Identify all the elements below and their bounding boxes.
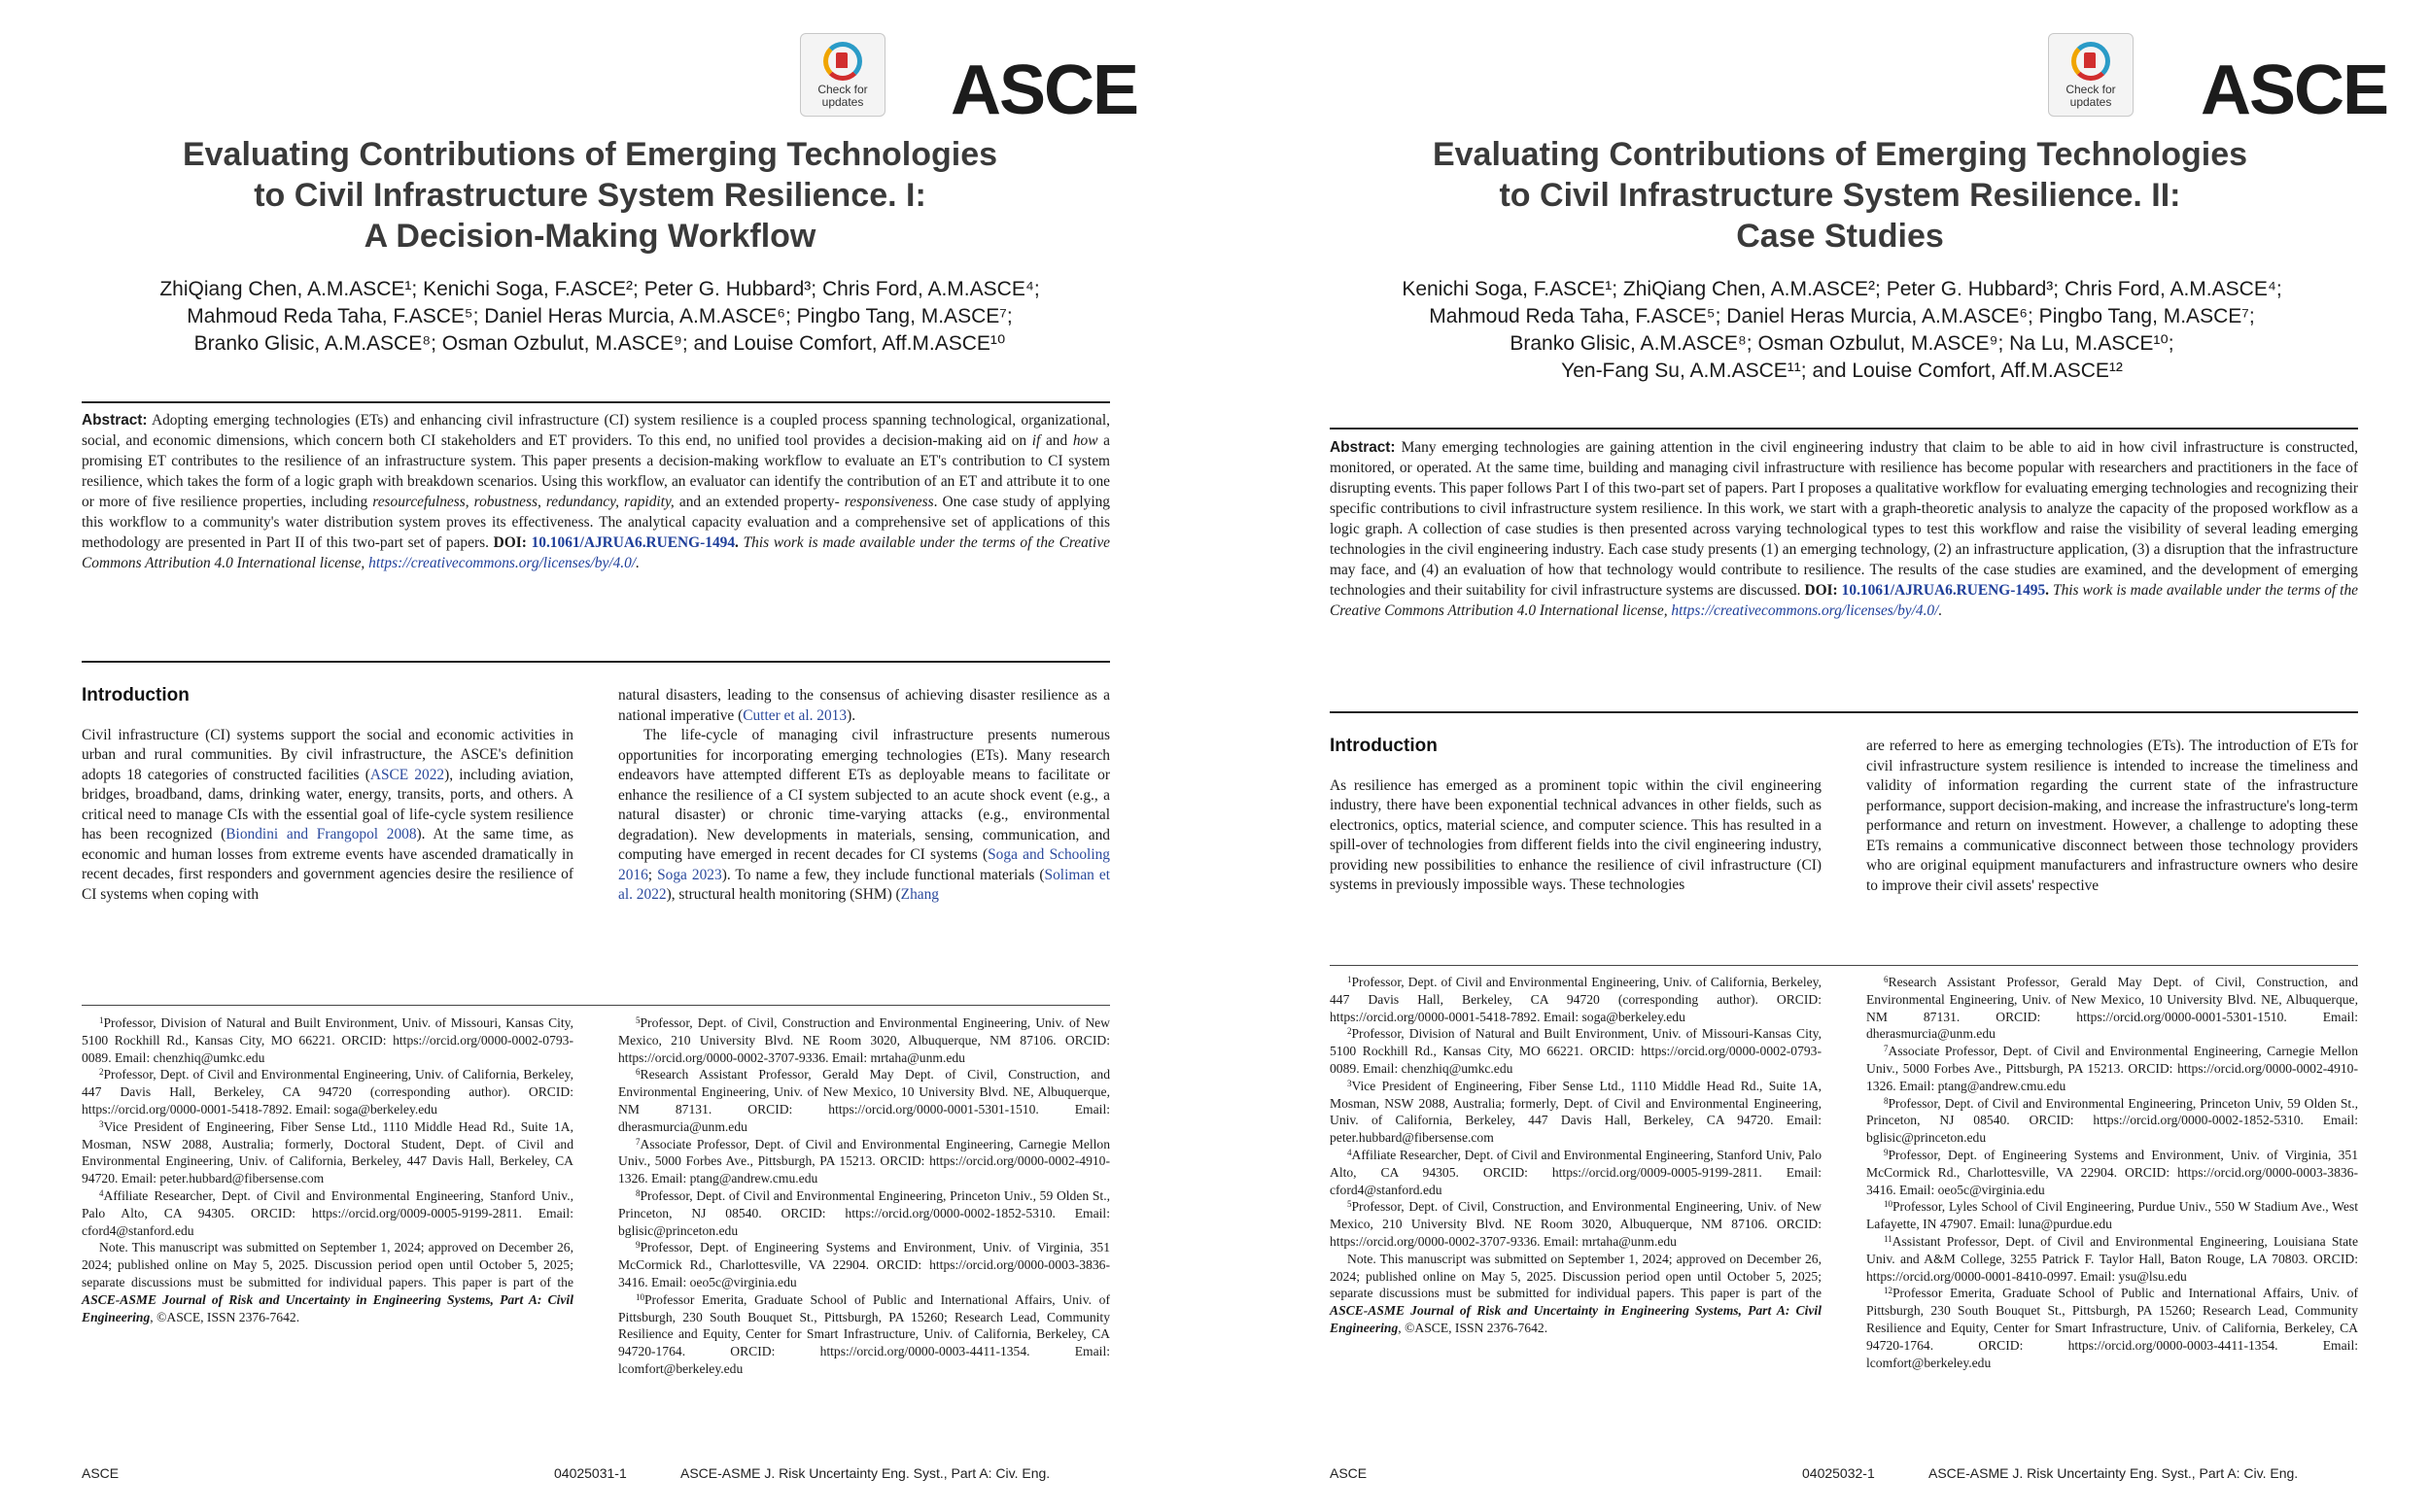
footnote: $^3$Vice President of Engineering, Fiber Sense Ltd., 1110 Middle Head Rd., Suite 1A, Mosman, NSW 2088, Australia; formerly, Dept. of Civil and Environmental Engineering, Univ. of California, Berkeley, 447 Davis Hall, Berkeley, CA 94720. Email: peter.hubbard@fibersense.com [1330, 1078, 1822, 1146]
author-line-1: Kenichi Soga, F.ASCE¹; ZhiQiang Chen, A.M.ASCE²; Peter G. Hubbard³; Chris Ford, A.M.ASCE⁴; [1402, 278, 2282, 300]
badge-label-line-2: updates [2069, 95, 2112, 109]
asce-logo-text: ASCE [951, 52, 1138, 129]
footnote: $^7$Associate Professor, Dept. of Civil and Environmental Engineering, Carnegie Mellon Univ., 5000 Forbes Ave., Pittsburgh, PA 15213. ORCID: https://orcid.org/0000-0002-4910-1326. Email: ptang@andrew.cmu.edu [618, 1136, 1110, 1186]
footer-article-number: 04025031-1 [554, 1465, 627, 1481]
intro-heading: Introduction [1330, 736, 1438, 756]
abstract-bottom-rule [1330, 711, 2358, 713]
intro-column-1 [1330, 737, 1822, 896]
citation-biondini-2008[interactable]: Biondini and Frangopol 2008 [226, 826, 417, 842]
footnote-rule [1330, 965, 2358, 966]
abstract-text-3: and an extended property- [678, 494, 840, 510]
abstract-if: if [1031, 432, 1041, 449]
license-link[interactable]: https://creativecommons.org/licenses/by/4.0/ [368, 555, 637, 571]
footnote: $^2$Professor, Dept. of Civil and Environmental Engineering, Univ. of California, Berkeley, 447 Davis Hall, Berkeley, CA 94720 (corresponding author). ORCID: https://orcid.org/0000-0001-5418-7892. Email: soga@berkeley.edu [82, 1067, 573, 1117]
intro-column-2 [618, 686, 1110, 906]
footnote: $^9$Professor, Dept. of Engineering Systems and Environment, Univ. of Virginia, 351 McCormick Rd., Charlottesville, VA 22904. ORCID: https://orcid.org/0000-0003-3836-3416. Email: oeo5c@virginia.edu [618, 1240, 1110, 1289]
footnote: $^6$Research Assistant Professor, Gerald May Dept. of Civil, Construction, and Environmental Engineering, Univ. of New Mexico, 10 University Blvd. NE, Albuquerque, NM 87131. ORCID: https://orcid.org/0000-0001-5301-1510. Email: dherasmurcia@unm.edu [618, 1067, 1110, 1134]
citation-cutter-2013[interactable]: Cutter et al. 2013 [743, 706, 848, 724]
license-text: This work is made available under the terms of the Creative Commons Attribution 4.0 International license, [82, 534, 1110, 571]
badge-label-line-1: Check for [2066, 83, 2116, 96]
crossmark-icon [823, 42, 862, 81]
footnote: $^8$Professor, Dept. of Civil and Environmental Engineering, Princeton Univ, 59 Olden St., Princeton, NJ 08540. ORCID: https://orcid.org/0000-0002-1852-5310. Email: bglisic@princeton.edu [1866, 1095, 2358, 1146]
affiliation-footnotes-col-1 [82, 1014, 573, 1325]
abstract: Abstract: Many emerging technologies are gaining attention in the civil engineering industry that claim to be able to aid in how civil infrastructure is constructed, monitored, or operated. At the same time, building and managing civil infrastructure with resilience has become popular with researchers and practitioners in the face of disrupting events. This paper follows Part I of this two-part set of papers. Part I proposes a qualitative workflow for evaluating emerging technologies and recognizing their specific contributions to civil infrastructure system resilience. In this work, we start with a graph-theoretic analysis to analyze the capacity of the proposed workflow as a logic graph. A collection of case studies is then presented across varying technological types to test this workflow and raise the visibility of several leading emerging technologies in the civil engineering industry. Each case study presents (1) an emerging technology, (2) an infrastructure application, (3) a disruption that the infrastructure may face, and (4) an evaluation of how that technology would contribute to resilience. The results of the case studies are examined, and the development of emerging technologies and their suitability for civil infrastructure systems are discussed. DOI: 10.1061/AJRUA6.RUENG-1495. This work is made available under the terms of the Creative Commons Attribution 4.0 International license, https://creativecommons.org/licenses/by/4.0/. [1330, 439, 2358, 619]
submission-note: Note. This manuscript was submitted on September 1, 2024; approved on December 26, 2024; published online on May 5, 2025. Discussion period open until October 5, 2025; separate discussions must be submitted for individual papers. This paper is part of the ASCE-ASME Journal of Risk and Uncertainty in Engineering Systems, Part A: Civil Engineering, ©ASCE, ISSN 2376-7642. [82, 1240, 573, 1324]
footnote: $^2$Professor, Division of Natural and Built Environment, Univ. of Missouri-Kansas City, 5100 Rockhill Rd., Kansas City, MO 66221. ORCID: https://orcid.org/0000-0002-0793-0089. Email: chenzhiq@umkc.edu [1330, 1026, 1822, 1076]
abstract-how: how [1072, 432, 1098, 449]
doi-label: DOI: [1804, 582, 1838, 599]
license-link[interactable]: https://creativecommons.org/licenses/by/4.0/ [1671, 602, 1939, 619]
footnote: $^6$Research Assistant Professor, Gerald May Dept. of Civil, Construction, and Environmental Engineering, Univ. of New Mexico, 10 University Blvd. NE, Albuquerque, NM 87131. ORCID: https://orcid.org/0000-0001-5301-1510. Email: dherasmurcia@unm.edu [1866, 975, 2358, 1042]
paper-title [1232, 134, 2430, 257]
footer-publisher: ASCE [1330, 1465, 1368, 1481]
submission-note: Note. This manuscript was submitted on September 1, 2024; approved on December 26, 2024; published online on May 5, 2025. Discussion period open until October 5, 2025; separate discussions must be submitted for individual papers. This paper is part of the ASCE-ASME Journal of Risk and Uncertainty in Engineering Systems, Part A: Civil Engineering, ©ASCE, ISSN 2376-7642. [1330, 1251, 1822, 1335]
citation-soliman-2022[interactable]: Soliman et al. 2022 [618, 866, 1110, 903]
footer-journal: ASCE-ASME J. Risk Uncertainty Eng. Syst., Part A: Civ. Eng. [680, 1465, 1051, 1481]
title-line-3: A Decision-Making Workflow [364, 218, 816, 255]
abstract-text-1: Adopting emerging technologies (ETs) and enhancing civil infrastructure (CI) system resilience is a coupled process spanning technological, organizational, social, and economic dimensions, which concern both CI stakeholders and ET providers. To this end, no unified tool provides a decision-making aid on [82, 412, 1110, 449]
crossmark-icon [2071, 42, 2110, 81]
footnote-rule [82, 1005, 1110, 1006]
author-line-3: Branko Glisic, A.M.ASCE⁸; Osman Ozbulut, M.ASCE⁹; and Louise Comfort, Aff.M.ASCE¹⁰ [193, 332, 1006, 355]
footnote: $^9$Professor, Dept. of Engineering Systems and Environment, Univ. of Virginia, 351 McCormick Rd., Charlottesville, VA 22904. ORCID: https://orcid.org/0000-0003-3836-3416. Email: oeo5c@virginia.edu [1866, 1147, 2358, 1197]
footnote: $^{12}$Professor Emerita, Graduate School of Public and International Affairs, Univ. of Pittsburgh, 230 South Bouquet St., Pittsburgh, PA 15260; Research Lead, Community Resilience and Equity, Center for Smart Infrastructure, Univ. of California, Berkeley, CA 94720-1764. ORCID: https://orcid.org/0000-0003-4411-1354. Email: lcomfort@berkeley.edu [1866, 1286, 2358, 1370]
abstract-bottom-rule [82, 661, 1110, 663]
citation-soga-2023[interactable]: Soga 2023 [657, 866, 722, 883]
author-line-4: Yen-Fang Su, A.M.ASCE¹¹; and Louise Comfort, Aff.M.ASCE¹² [1561, 360, 2123, 382]
abstract-property-2: responsiveness [844, 494, 934, 510]
citation-zhang[interactable]: Zhang [900, 886, 939, 903]
badge-label-line-2: updates [821, 95, 864, 109]
footer-article-number: 04025032-1 [1802, 1465, 1875, 1481]
title-line-2: to Civil Infrastructure System Resilience. I: [254, 177, 926, 214]
footer-publisher: ASCE [82, 1465, 120, 1481]
title-line-1: Evaluating Contributions of Emerging Technologies [1432, 136, 2248, 173]
footnote: $^1$Professor, Dept. of Civil and Environmental Engineering, Univ. of California, Berkeley, 447 Davis Hall, Berkeley, CA 94720 (corresponding author). ORCID: https://orcid.org/0000-0001-5418-7892. Email: soga@berkeley.edu [1330, 975, 1822, 1024]
abstract-text-4: . One case study of applying this workflow to a community's water distribution system proves its effectiveness. The analytical capacity evaluation and a comprehensive set of applications of this methodology are presented in Part II of this two-part set of papers. [82, 494, 1110, 551]
abstract-label: Abstract: [82, 412, 148, 429]
check-for-updates-badge[interactable] [2048, 33, 2134, 117]
abstract-text-2: a promising ET contributes to the resilience of an infrastructure system. This paper presents a decision-making workflow to evaluate an ET's contribution to CI system resilience, which takes the form of a logic graph with breakdown scenarios. Using this workflow, an evaluator can identify the contribution of an ET and attribute it to one or more of five resilience properties, including [82, 432, 1110, 510]
footnote: $^5$Professor, Dept. of Civil, Construction, and Environmental Engineering, Univ. of New Mexico, 210 University Blvd. NE Room 3020, Albuquerque, NM 87106. ORCID: https://orcid.org/0000-0002-3707-9336. Email: mrtaha@unm.edu [1330, 1199, 1822, 1249]
asce-logo [951, 52, 1138, 129]
intro-paragraph-2: The life-cycle of managing civil infrastructure presents numerous opportunities for incorporating emerging technologies (ETs). Many research endeavors have attempted different ETs as deployable means to facilitate or enhance the resilience of a CI system subjected to an acute shock event (e.g., a natural disaster) or chronic time-varying attacks (e.g., environmental degradation). New developments in materials, sensing, communication, and computing have emerged in recent decades for CI systems (Soga and Schooling 2016; Soga 2023). To name a few, they include functional materials (Soliman et al. 2022), structural health monitoring (SHM) (Zhang [618, 727, 1111, 903]
doi-label: DOI: [493, 534, 527, 551]
citation-soga-schooling-2016[interactable]: Soga and Schooling 2016 [618, 846, 1111, 883]
footnote: $^7$Associate Professor, Dept. of Civil and Environmental Engineering, Carnegie Mellon Univ., 5000 Forbes Ave., Pittsburgh, PA 15213. ORCID: https://orcid.org/0000-0002-4910-1326. Email: ptang@andrew.cmu.edu [1866, 1044, 2358, 1093]
affiliation-footnotes-col-1 [1330, 974, 1822, 1337]
badge-label-line-1: Check for [817, 83, 868, 96]
intro-heading: Introduction [82, 685, 190, 705]
author-list [0, 276, 1207, 358]
abstract-top-rule [82, 401, 1110, 403]
author-line-1: ZhiQiang Chen, A.M.ASCE¹; Kenichi Soga, F.ASCE²; Peter G. Hubbard³; Chris Ford, A.M.ASCE⁴; [159, 278, 1040, 300]
intro-paragraph-1-cont: are referred to here as emerging technologies (ETs). The introduction of ETs for civil infrastructure system resilience is intended to increase the timeliness and validity of information regarding the current state of the infrastructure performance, support decision-making, and increase the infrastructure's long-term performance and return on investment. However, a challenge to adopting these ETs remains a communicative disconnect between those technology providers who are original equipment manufacturers and infrastructure owners who desire to improve their civil assets' respective [1866, 738, 2358, 894]
asce-logo-text: ASCE [2201, 52, 2388, 129]
intro-paragraph-1: As resilience has emerged as a prominent topic within the civil engineering industry, there have been exponential technical advances in other fields, such as electronics, optics, material science, and computer science. This has resulted in a spill-over of technologies from different fields into the civil engineering industry, providing new possibilities to enhance the resilience of civil infrastructure (CI) systems in previously impossible ways. These technologies [1330, 776, 1822, 893]
intro-column-1 [82, 686, 573, 905]
check-for-updates-badge[interactable] [800, 33, 885, 117]
footnote: $^{11}$Assistant Professor, Dept. of Civil and Environmental Engineering, Louisiana State Univ. and A&M College, 3255 Patrick F. Taylor Hall, Baton Rouge, LA 70803. ORCID: https://orcid.org/0000-0001-8410-0997. Email: ysu@lsu.edu [1866, 1233, 2358, 1284]
footnote: $^4$Affiliate Researcher, Dept. of Civil and Environmental Engineering, Stanford Univ, Palo Alto, CA 94305. ORCID: https://orcid.org/0009-0005-9199-2811. Email: cford4@stanford.edu [1330, 1147, 1822, 1197]
footnote: $^3$Vice President of Engineering, Fiber Sense Ltd., 1110 Middle Head Rd., Suite 1A, Mosman, NSW 2088, Australia; formerly, Doctoral Student, Dept. of Civil and Environmental Engineering, Univ. of California, Berkeley, 447 Davis Hall, Berkeley, CA 94720. Email: peter.hubbard@fibersense.com [82, 1118, 573, 1186]
intro-paragraph-1-cont: natural disasters, leading to the consensus of achieving disaster resilience as a national imperative (Cutter et al. 2013). [618, 687, 1110, 724]
affiliation-footnotes-col-2 [1866, 974, 2358, 1371]
footnote: $^4$Affiliate Researcher, Dept. of Civil and Environmental Engineering, Stanford Univ., Palo Alto, CA 94305. ORCID: https://orcid.org/0009-0005-9199-2811. Email: cford4@stanford.edu [82, 1187, 573, 1238]
author-line-2: Mahmoud Reda Taha, F.ASCE⁵; Daniel Heras Murcia, A.M.ASCE⁶; Pingbo Tang, M.ASCE⁷; [1429, 305, 2255, 327]
license-text: This work is made available under the terms of the Creative Commons Attribution 4.0 International license, [1330, 582, 2358, 619]
author-line-3: Branko Glisic, A.M.ASCE⁸; Osman Ozbulut, M.ASCE⁹; Na Lu, M.ASCE¹⁰; [1510, 332, 2174, 355]
footer-journal: ASCE-ASME J. Risk Uncertainty Eng. Syst., Part A: Civ. Eng. [1928, 1465, 2299, 1481]
intro-paragraph-1: Civil infrastructure (CI) systems support the social and economic activities in urban and rural communities. By civil infrastructure, the ASCE's definition adopts 18 categories of constructed facilities (ASCE 2022), including aviation, bridges, broadband, dams, drinking water, energy, transits, ports, and others. A critical need to manage CIs with the essential goal of life-cycle system resilience has been recognized (Biondini and Frangopol 2008). At the same time, as economic and human losses from extreme events have ascended dramatically in recent decades, first responders and government agencies desire the resilience of CI systems when coping with [82, 726, 573, 903]
doi-link[interactable]: 10.1061/AJRUA6.RUENG-1494 [531, 534, 736, 551]
title-line-3: Case Studies [1736, 218, 1944, 255]
footnote: $^{10}$Professor, Lyles School of Civil Engineering, Purdue Univ., 550 W Stadium Ave., West Lafayette, IN 47907. Email: luna@purdue.edu [1866, 1199, 2358, 1232]
author-list [1234, 276, 2430, 385]
paper-title [0, 134, 1198, 257]
title-line-2: to Civil Infrastructure System Resilience. II: [1499, 177, 2181, 214]
citation-asce-2022[interactable]: ASCE 2022 [369, 766, 445, 783]
footnote: $^5$Professor, Dept. of Civil, Construction and Environmental Engineering, Univ. of New Mexico, 210 University Blvd. NE Room 3020, Albuquerque, NM 87106. ORCID: https://orcid.org/0000-0002-3707-9336. Email: mrtaha@unm.edu [618, 1015, 1110, 1065]
footnote: $^{10}$Professor Emerita, Graduate School of Public and International Affairs, Univ. of Pittsburgh, 230 South Bouquet St., Pittsburgh, PA 15260; Research Lead, Community Resilience and Equity, Center for Smart Infrastructure, Univ. of California, Berkeley, CA 94720-1764. ORCID: https://orcid.org/0000-0003-4411-1354. Email: lcomfort@berkeley.edu [618, 1291, 1110, 1376]
abstract-and: and [1045, 432, 1068, 449]
affiliation-footnotes-col-2 [618, 1014, 1110, 1378]
footnote: $^8$Professor, Dept. of Civil and Environmental Engineering, Princeton Univ., 59 Olden St., Princeton, NJ 08540. ORCID: https://orcid.org/0000-0002-1852-5310. Email: bglisic@princeton.edu [618, 1187, 1110, 1238]
abstract-properties: resourcefulness, robustness, redundancy, rapidity, [372, 494, 675, 510]
doi-link[interactable]: 10.1061/AJRUA6.RUENG-1495 [1841, 582, 2046, 599]
paper-page-part-2 [1215, 0, 2430, 1512]
abstract-label: Abstract: [1330, 439, 1396, 456]
author-line-2: Mahmoud Reda Taha, F.ASCE⁵; Daniel Heras Murcia, A.M.ASCE⁶; Pingbo Tang, M.ASCE⁷; [187, 305, 1013, 327]
footnote: $^1$Professor, Division of Natural and Built Environment, Univ. of Missouri, Kansas City, 5100 Rockhill Rd., Kansas City, MO 66221. ORCID: https://orcid.org/0000-0002-0793-0089. Email: chenzhiq@umkc.edu [82, 1015, 573, 1065]
abstract: Abstract: Adopting emerging technologies (ETs) and enhancing civil infrastructure (CI) system resilience is a coupled process spanning technological, organizational, social, and economic dimensions, which concern both CI stakeholders and ET providers. To this end, no unified tool provides a decision-making aid on if and how a promising ET contributes to the resilience of an infrastructure system. This paper presents a decision-making workflow to evaluate an ET's contribution to CI system resilience, which takes the form of a logic graph with breakdown scenarios. Using this workflow, an evaluator can identify the contribution of an ET and attribute it to one or more of five resilience properties, including resourcefulness, robustness, redundancy, rapidity, and an extended property- responsiveness. One case study of applying this workflow to a community's water distribution system proves its effectiveness. The analytical capacity evaluation and a comprehensive set of applications of this methodology are presented in Part II of this two-part set of papers. DOI: 10.1061/AJRUA6.RUENG-1494. This work is made available under the terms of the Creative Commons Attribution 4.0 International license, https://creativecommons.org/licenses/by/4.0/. [82, 412, 1110, 571]
intro-column-2 [1866, 737, 2358, 896]
abstract-text: Many emerging technologies are gaining attention in the civil engineering industry that claim to be able to aid in how civil infrastructure is constructed, monitored, or operated. At the same time, building and managing civil infrastructure with resilience has become popular with researchers and practitioners in the face of disrupting events. This paper follows Part I of this two-part set of papers. Part I proposes a qualitative workflow for evaluating emerging technologies and recognizing their specific contributions to civil infrastructure system resilience. In this work, we start with a graph-theoretic analysis to analyze the capacity of the proposed workflow as a logic graph. A collection of case studies is then presented across varying technological types to test this workflow and raise the visibility of several leading emerging technologies in the civil engineering industry. Each case study presents (1) an emerging technology, (2) an infrastructure application, (3) a disruption that the infrastructure may face, and (4) an evaluation of how that technology would contribute to resilience. The results of the case studies are examined, and the development of emerging technologies and their suitability for civil infrastructure systems are discussed. [1330, 439, 2358, 599]
title-line-1: Evaluating Contributions of Emerging Technologies [182, 136, 998, 173]
asce-logo [2201, 52, 2388, 129]
abstract-top-rule [1330, 428, 2358, 430]
